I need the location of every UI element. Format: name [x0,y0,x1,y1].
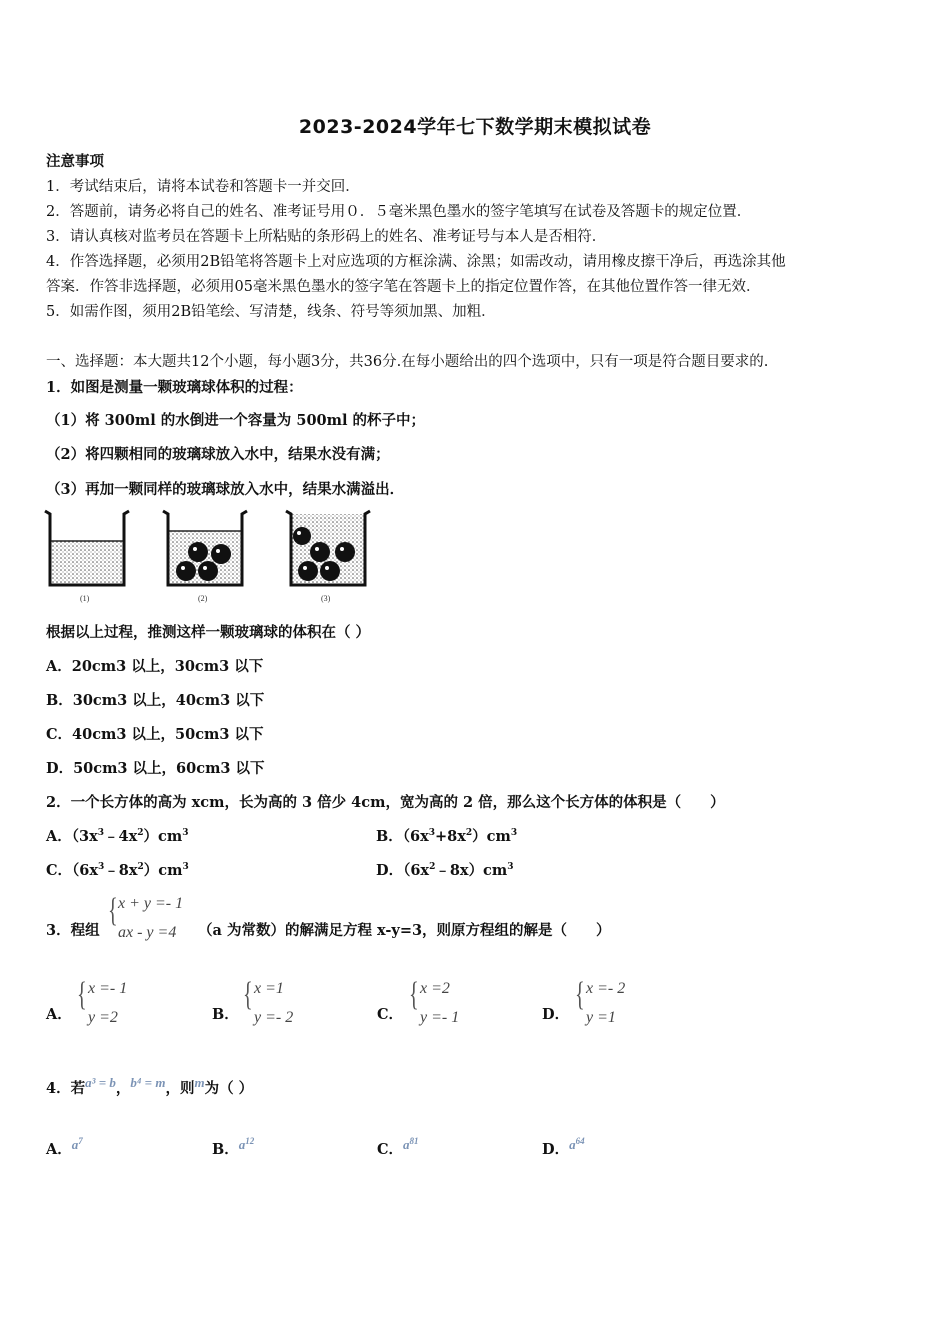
glass-ball [188,542,208,562]
section-heading: 一、选择题：本大题共12个小题，每小题3分，共36分.在每小题给出的四个选项中，只有一项是符合题目要求的. [46,354,769,370]
q2-option-a: A．$(3x^3﹣4x^2)cm^3$ [46,828,189,845]
system-brace: { [575,976,585,1013]
q1-question: 根据以上过程，推测这样一颗玻璃球的体积在（ ） [46,624,371,641]
q1-stem: 1．如图是测量一颗玻璃球体积的过程： [46,379,303,396]
q4-option-a: A．$a^7$ [46,1136,83,1158]
notice-item: 2．答题前，请务必将自己的姓名、准考证号用０．５毫米黑色墨水的签字笔填写在试卷及答题卡的规定位置． [46,204,752,220]
q2-option-d: D．$(6x^2﹣8x)cm^3$ [376,862,514,879]
notice-item: 答案．作答非选择题，必须用05毫米黑色墨水的签字笔在答题卡上的指定位置作答，在其他位置作答一律无效． [46,279,761,295]
notice-item: 1．考试结束后，请将本试卷和答题卡一并交回． [46,179,360,195]
figure-label: (1) [80,594,90,603]
glass-ball [335,542,355,562]
system-brace: { [243,976,253,1013]
q3-prefix: 3．程组 [46,922,100,939]
q3-option-d-y: y =1 [586,1009,616,1026]
q3-option-a-y: y =2 [88,1009,118,1026]
glass-ball [198,561,218,581]
q4-stem: 4．若a³ = b，b⁴ = m，则m为（ ） [46,1075,254,1097]
q1-step: （2）将四颗相同的玻璃球放入水中，结果水没有满； [46,446,390,463]
system-brace: { [77,976,87,1013]
beaker-3 [286,511,370,585]
beaker-2 [163,511,247,585]
q3-equation-1: x + y =- 1 [118,895,184,912]
q3-option-c-label: C． [377,1006,404,1023]
glass-ball [310,542,330,562]
q4-option-b: B．$a^{12}$ [212,1136,255,1158]
figure-label: (2) [198,594,208,603]
q3-option-d-x: x =- 2 [586,980,626,997]
system-brace: { [108,892,118,929]
q1-option-d: D．50cm3 以上，60cm3 以下 [46,760,265,777]
beaker-1 [45,511,129,585]
glass-ball [320,561,340,581]
system-brace: { [409,976,419,1013]
glass-ball [211,544,231,564]
q2-option-b: B．$(6x^3+8x^2)cm^3$ [376,828,518,845]
glass-ball [298,561,318,581]
q1-option-b: B．30cm3 以上，40cm3 以下 [46,692,265,709]
q4-option-d: D．$a^{64}$ [542,1136,585,1158]
q4-option-c: C．$a^{81}$ [377,1136,419,1158]
beaker-figure [40,505,380,605]
q1-option-a: A．20cm3 以上，30cm3 以下 [46,658,264,675]
q2-stem: 2．一个长方体的高为 xcm，长为高的 3 倍少 4cm，宽为高的 2 倍，那么这个长方体的体积是（ ） [46,794,725,811]
notice-item: 4．作答选择题，必须用2B铅笔将答题卡上对应选项的方框涂满、涂黑；如需改动，请用橡皮擦干净后，再选涂其他 [46,254,786,270]
q3-option-b-x: x =1 [254,980,284,997]
notice-heading: 注意事项 [46,153,104,170]
q3-option-a-label: A． [46,1006,72,1023]
page-title: 2023-2024学年七下数学期末模拟试卷 [298,116,652,138]
q3-option-b-y: y =- 2 [254,1009,294,1026]
q3-option-d-label: D． [542,1006,570,1023]
q3-option-c-y: y =- 1 [420,1009,460,1026]
q3-option-a-x: x =- 1 [88,980,128,997]
q3-option-c-x: x =2 [420,980,450,997]
q1-option-c: C．40cm3 以上，50cm3 以下 [46,726,264,743]
q1-step: （1）将 300ml 的水倒进一个容量为 500ml 的杯子中； [46,412,426,429]
notice-item: 3．请认真核对监考员在答题卡上所粘贴的条形码上的姓名、准考证号与本人是否相符． [46,229,607,245]
q3-suffix: （a 为常数）的解满足方程 x-y=3，则原方程组的解是（ ） [198,922,611,939]
q1-step: （3）再加一颗同样的玻璃球放入水中，结果水满溢出． [46,481,405,498]
figure-label: (3) [321,594,331,603]
glass-ball [293,527,311,545]
q3-equation-2: ax - y =4 [118,924,177,941]
q2-option-c: C．$(6x^3﹣8x^2)cm^3$ [46,862,189,879]
q3-option-b-label: B． [212,1006,239,1023]
notice-item: 5．如需作图，须用2B铅笔绘、写清楚，线条、符号等须加黑、加粗． [46,304,496,320]
glass-ball [176,561,196,581]
